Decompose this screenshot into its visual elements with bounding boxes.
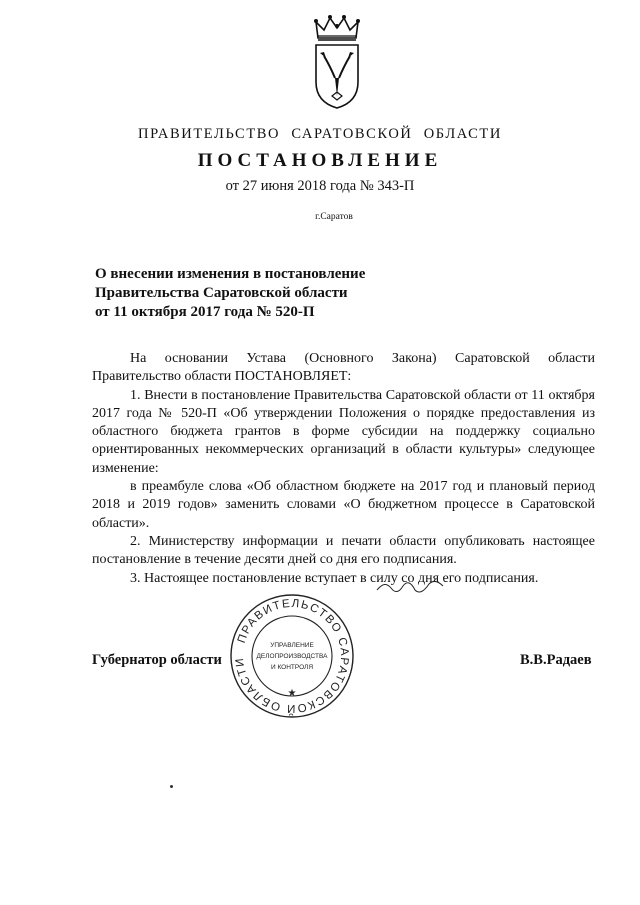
body-paragraph: 3. Настоящее постановление вступает в силу со дня его подписания. xyxy=(130,570,539,586)
stamp-center-line: ДЕЛОПРОИЗВОДСТВА xyxy=(256,653,328,660)
official-stamp-icon xyxy=(228,592,356,720)
signer-name: В.В.Радаев xyxy=(520,652,592,668)
body-paragraph: На основании Устава (Основного Закона) Саратовской области Правительство области ПОСТАНОВЛЯЕТ: xyxy=(92,351,595,385)
subject-line: О внесении изменения в постановление xyxy=(95,266,366,282)
document-date-number: от 27 июня 2018 года № 343-П xyxy=(225,178,415,194)
body-paragraph: 2. Министерству информации и печати области опубликовать настоящее постановление в течение десяти дней со дня его подписания. xyxy=(92,533,595,568)
document-type: ПОСТАНОВЛЕНИЕ xyxy=(197,150,443,171)
document-subject xyxy=(95,265,515,322)
coat-of-arms-icon xyxy=(308,12,366,112)
handwritten-signature-icon xyxy=(375,576,445,598)
subject-line: Правительства Саратовской области xyxy=(95,285,348,301)
government-name: ПРАВИТЕЛЬСТВО САРАТОВСКОЙ ОБЛАСТИ xyxy=(138,126,502,142)
scan-speck xyxy=(170,785,173,788)
body-paragraph: в преамбуле слова «Об областном бюджете на 2017 год и плановый период 2018 и 2019 годов» заменить словами «О бюджетном процессе в Саратовской области». xyxy=(92,479,595,531)
svg-text:★: ★ xyxy=(287,688,297,699)
stamp-center-line: УПРАВЛЕНИЕ xyxy=(270,642,314,649)
signer-title: Губернатор области xyxy=(92,652,222,668)
subject-line: от 11 октября 2017 года № 520-П xyxy=(95,304,315,320)
stamp-ring-text: ПРАВИТЕЛЬСТВО САРАТОВСКОЙ ОБЛАСТИ xyxy=(233,597,351,715)
document-body xyxy=(92,350,595,588)
city-name: г.Саратов xyxy=(315,212,353,222)
body-paragraph: 1. Внести в постановление Правительства Саратовской области от 11 октября 2017 года № 520-П «Об утверждении Положения о порядке предоставления из областного бюджета грантов в форме субсидии на поддержку социально ориентированных некоммерческих организаций в области культуры» следующее изменение: xyxy=(92,387,595,476)
stamp-center-line: И КОНТРОЛЯ xyxy=(270,664,314,671)
